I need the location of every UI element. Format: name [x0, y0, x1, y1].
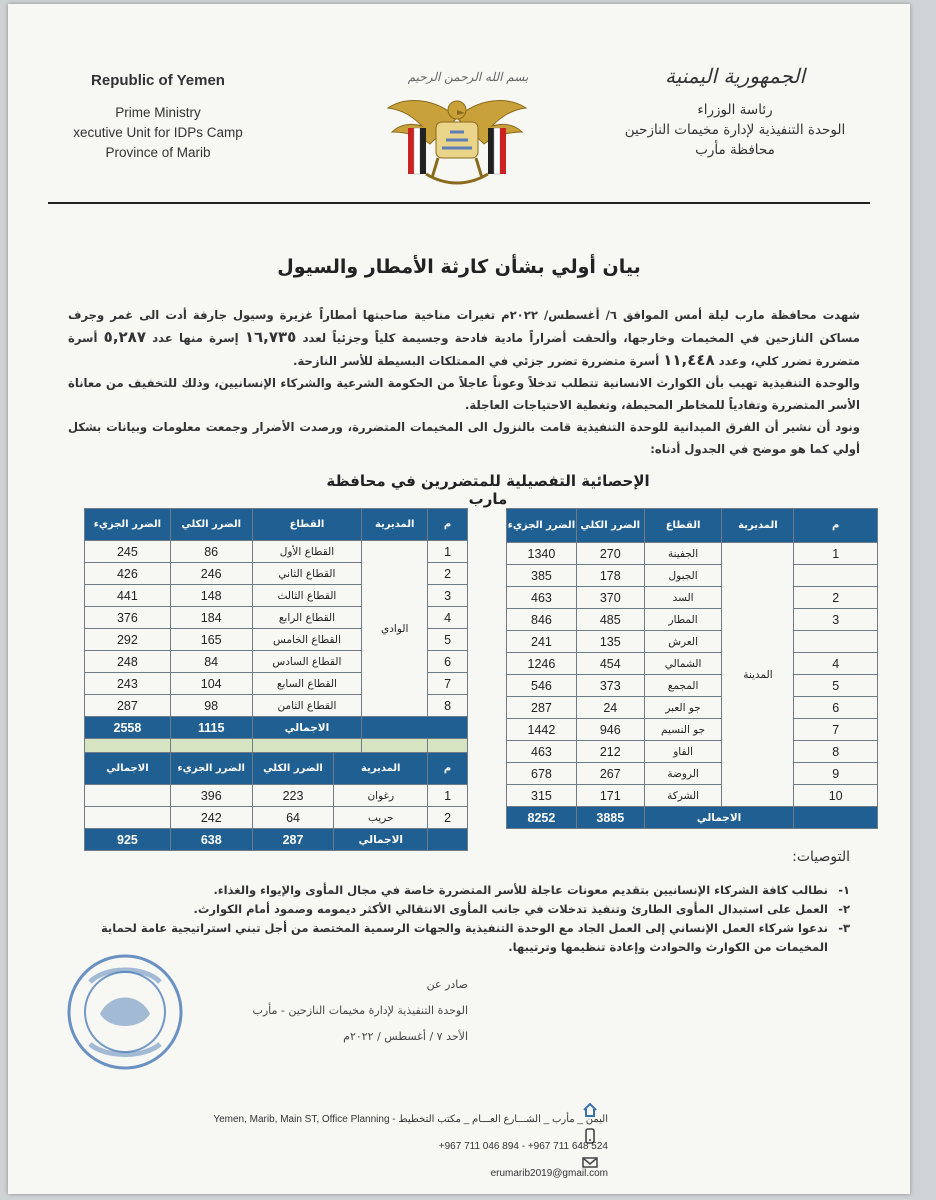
header-cell: م	[428, 509, 468, 541]
sector-cell: الروضة	[644, 763, 722, 785]
total-damage-cell: 98	[170, 695, 252, 717]
footer-address-ar: اليمن _ مأرب _ الشـــارع العـــام _ مكتب التخطيط	[398, 1114, 608, 1125]
partial-damage-cell: 243	[85, 673, 171, 695]
table-row	[507, 653, 878, 675]
total-damage-cell: 64	[252, 807, 334, 829]
header-cell: الضرر الكلي	[576, 509, 644, 543]
sector-cell: القطاع الثالث	[252, 585, 362, 607]
total-damage-cell: 135	[576, 631, 644, 653]
sector-cell: القطاع الثامن	[252, 695, 362, 717]
row-number: 2	[428, 563, 468, 585]
sector-cell: القطاع السابع	[252, 673, 362, 695]
header-cell: الضرر الكلي	[170, 509, 252, 541]
paragraph-1	[68, 304, 860, 372]
row-number: 10	[794, 785, 878, 807]
footer-email: erumarib2019@gmail.com	[490, 1168, 608, 1179]
paragraph-1-text-d: أسرة متضررة تضرر جزئي في الممتلكات البسيطة للأسر النازحة.	[293, 354, 660, 368]
recommendation-text: ندعوا شركاء العمل الإنساني إلى العمل الجاد مع الوحدة التنفيذية والجهات الرسمية المختصة من أجل تبني استراتيجية عامة لحماية المخيمات من الكوارث والحوادث وإعادة تنظيمها وترتيبها.	[100, 921, 828, 954]
sector-cell: العرش	[644, 631, 722, 653]
paragraph-1-text-b: إسرة منها عدد	[152, 331, 239, 345]
sector-cell: القطاع الرابع	[252, 607, 362, 629]
header-cell: م	[794, 509, 878, 543]
sector-cell: القطاع الخامس	[252, 629, 362, 651]
signature-block	[218, 972, 468, 1050]
total-damage-cell: 104	[170, 673, 252, 695]
partial-damage-cell: 242	[170, 807, 252, 829]
yemen-eagle-emblem-icon	[386, 88, 528, 188]
partial-damage-cell: 1340	[507, 543, 577, 565]
recommendations-heading: التوصيات:	[792, 849, 850, 865]
recommendation-number: ٢-	[838, 902, 850, 916]
total-damage-cell: 165	[170, 629, 252, 651]
total-damage-cell: 270	[576, 543, 644, 565]
sector-cell: القطاع الثاني	[252, 563, 362, 585]
total-row	[507, 807, 878, 829]
table-row	[507, 697, 878, 719]
paragraph-1-text-c: أسرة متضررة تضرر كلي، وعدد	[68, 331, 860, 368]
header-cell: الضرر الجزيء	[507, 509, 577, 543]
table-row	[507, 763, 878, 785]
total-spacer	[362, 717, 468, 739]
footer-phones: +967 711 046 894 - +967 711 648 524	[438, 1141, 608, 1152]
partial-damage-cell: 292	[85, 629, 171, 651]
header-ar-ministry: رئاسة الوزراء	[697, 102, 773, 118]
paragraph-2: والوحدة التنفيذية تهيب بأن الكوارث الانسانية تتطلب تدخلاً وعوناً عاجلاً من الحكومة الشرعية والشركاء الإنسانيين، وذلك للتخفيف من معاناة الأسر المتضررة وتفادياً للمخاطر المحيطة، وتغطية الاحتياجات العاجلة.	[68, 376, 860, 412]
partial-damage-cell: 463	[507, 741, 577, 763]
table-row	[85, 807, 468, 829]
row-number: 8	[794, 741, 878, 763]
total-damage-cell: 246	[170, 563, 252, 585]
row-number: 3	[428, 585, 468, 607]
row-number: 7	[794, 719, 878, 741]
total-damage-cell: 373	[576, 675, 644, 697]
header-cell: المديرية	[334, 753, 428, 785]
total-damage-cell: 267	[576, 763, 644, 785]
row-number: 4	[794, 653, 878, 675]
header-cell: م	[428, 753, 468, 785]
city-damage-table	[506, 508, 878, 829]
table-row	[507, 719, 878, 741]
total-damage-cell: 454	[576, 653, 644, 675]
recommendations	[78, 848, 850, 957]
paragraph-1-text: شهدت محافظة مارب ليلة أمس الموافق ٦/ أغسطس/ ٢٠٢٢م تغيرات مناخية صاحبتها أمطاراً غزيرة وسيول جارفة أدت الى غمر وجرف مساكن النازحين في المخيمات وخارجها، وألحقت أضراراً مادية فادحة وجسيمة كلياً وجزئياً لعدد	[68, 308, 860, 345]
row-number: 9	[794, 763, 878, 785]
partial-damage-cell: 1442	[507, 719, 577, 741]
paragraph-3: ونود أن نشير أن الفرق الميدانية للوحدة التنفيذية قامت بالنزول الى المخيمات المتضررة، ورصدت الأضرار وجمعت معلومات وبيانات بشكل أولي كما هو موضح في الجدول أدناه:	[68, 420, 860, 456]
recommendation-item	[78, 900, 850, 919]
total-row	[85, 717, 468, 739]
sector-cell: المطار	[644, 609, 722, 631]
row-number: 8	[428, 695, 468, 717]
partial-damage-cell: 441	[85, 585, 171, 607]
total-damage-sum: 3885	[576, 807, 644, 829]
official-stamp-icon	[60, 952, 190, 1072]
sector-cell: جو النسيم	[644, 719, 722, 741]
row-number: 6	[794, 697, 878, 719]
partial-damage-cell: 396	[170, 785, 252, 807]
partial-damage-cell: 315	[507, 785, 577, 807]
sector-cell: السد	[644, 587, 722, 609]
families-full-damage: ٥,٢٨٧	[103, 328, 146, 346]
signature-date: الأحد ٧ / أغسطس / ٢٠٢٢م	[343, 1030, 468, 1043]
footer-address	[108, 1106, 608, 1133]
header-en-ministry: Prime Ministry	[115, 105, 201, 120]
recommendation-item	[78, 881, 850, 900]
row-number: 5	[794, 675, 878, 697]
partial-damage-cell: 245	[85, 541, 171, 563]
total-label: الاجمالي	[334, 829, 428, 851]
districts-table-body	[85, 785, 468, 851]
partial-damage-cell: 846	[507, 609, 577, 631]
total-damage-cell: 485	[576, 609, 644, 631]
partial-damage-cell: 426	[85, 563, 171, 585]
partial-damage-sum: 638	[170, 829, 252, 851]
sector-cell: الشمالي	[644, 653, 722, 675]
header-ar-unit: الوحدة التنفيذية لإدارة مخيمات النازحين	[624, 122, 846, 138]
district-cell: الوادي	[362, 541, 428, 717]
total-damage-sum: 287	[252, 829, 334, 851]
total-damage-cell: 946	[576, 719, 644, 741]
header-cell: المديرية	[722, 509, 794, 543]
header-divider	[48, 202, 870, 204]
row-number: 1	[428, 785, 468, 807]
sector-cell: الجفينة	[644, 543, 722, 565]
partial-damage-cell: 287	[507, 697, 577, 719]
header-cell: الاجمالي	[85, 753, 171, 785]
row-number	[794, 565, 878, 587]
letterhead-arabic	[620, 64, 850, 160]
table-row	[507, 631, 878, 653]
table-row	[507, 587, 878, 609]
district-cell: المدينة	[722, 543, 794, 807]
sector-cell: جو العبر	[644, 697, 722, 719]
partial-damage-cell: 546	[507, 675, 577, 697]
wadi-damage-table	[84, 508, 468, 761]
header-cell: المديرية	[362, 509, 428, 541]
table-row	[507, 785, 878, 807]
partial-damage-cell: 241	[507, 631, 577, 653]
header-cell: الضرر الجزيء	[170, 753, 252, 785]
table-row	[507, 565, 878, 587]
row-number: 1	[794, 543, 878, 565]
total-label: الاجمالي	[644, 807, 794, 829]
total-damage-cell: 212	[576, 741, 644, 763]
row-number: 2	[794, 587, 878, 609]
total-damage-cell: 178	[576, 565, 644, 587]
header-en-unit: xecutive Unit for IDPs Camp	[73, 125, 243, 140]
header-cell: الضرر الجزيء	[85, 509, 171, 541]
header-ar-country: الجمهورية اليمنية	[664, 64, 806, 88]
row-number: 3	[794, 609, 878, 631]
row-number: 1	[428, 541, 468, 563]
row-number: 7	[428, 673, 468, 695]
total-damage-cell: 184	[170, 607, 252, 629]
table-row	[507, 675, 878, 697]
basmala: بسم الله الرحمن الرحيم	[407, 70, 529, 84]
signature-issued-by: صادر عن	[426, 978, 468, 991]
partial-damage-cell: 385	[507, 565, 577, 587]
total-label: الاجمالي	[252, 717, 362, 739]
districts-damage-table	[84, 752, 468, 851]
total-damage-sum: 1115	[170, 717, 252, 739]
statement-body	[68, 304, 860, 460]
table-row	[507, 543, 878, 565]
signature-unit: الوحدة التنفيذية لإدارة مخيمات النازحين - مأرب	[252, 1004, 468, 1017]
recommendation-item	[78, 919, 850, 957]
table-row	[85, 541, 468, 563]
sector-cell: الشركة	[644, 785, 722, 807]
row-number: 6	[428, 651, 468, 673]
sector-cell: الفاو	[644, 741, 722, 763]
total-damage-cell: 84	[170, 651, 252, 673]
table-row	[507, 741, 878, 763]
document-page	[8, 4, 910, 1194]
total-damage-cell: 171	[576, 785, 644, 807]
table-title: الإحصائية التفصيلية للمتضررين في محافظة مارب	[326, 472, 650, 508]
header-en-country: Republic of Yemen	[91, 72, 225, 89]
partial-damage-sum: 8252	[507, 807, 577, 829]
partial-damage-cell: 248	[85, 651, 171, 673]
total-spacer	[794, 807, 878, 829]
recommendation-number: ٣-	[838, 921, 850, 935]
header-en-province: Province of Marib	[105, 145, 211, 160]
sum-cell	[85, 807, 171, 829]
partial-damage-cell: 463	[507, 587, 577, 609]
total-damage-cell: 24	[576, 697, 644, 719]
footer-contacts	[108, 1106, 608, 1187]
sector-cell: القطاع الأول	[252, 541, 362, 563]
sector-cell: الجبول	[644, 565, 722, 587]
recommendation-text: العمل على استبدال المأوى الطارئ وتنفيذ تدخلات في جانب المأوى الانتقالي الأكثر ديمومه وصمود أمام الكوارث.	[193, 902, 828, 916]
partial-damage-cell: 1246	[507, 653, 577, 675]
total-damage-cell: 148	[170, 585, 252, 607]
partial-damage-cell: 287	[85, 695, 171, 717]
partial-damage-sum: 2558	[85, 717, 171, 739]
row-number: 5	[428, 629, 468, 651]
table-row	[507, 609, 878, 631]
partial-damage-cell: 678	[507, 763, 577, 785]
grand-total-sum: 925	[85, 829, 171, 851]
total-damage-cell: 223	[252, 785, 334, 807]
district-cell: رغوان	[334, 785, 428, 807]
document-title: بيان أولي بشأن كارثة الأمطار والسيول	[277, 256, 641, 278]
letterhead-english	[58, 72, 258, 163]
wadi-table-body	[85, 541, 468, 761]
recommendation-number: ١-	[838, 883, 850, 897]
header-ar-province: محافظة مأرب	[695, 142, 775, 158]
header-cell: القطاع	[644, 509, 722, 543]
district-cell: حريب	[334, 807, 428, 829]
city-table-body	[507, 543, 878, 829]
table-row	[85, 785, 468, 807]
families-partial-damage: ١١,٤٤٨	[663, 351, 715, 369]
total-damage-cell: 86	[170, 541, 252, 563]
sector-cell: المجمع	[644, 675, 722, 697]
footer-address-en: Yemen, Marib, Main ST, Office Planning -	[213, 1114, 396, 1125]
partial-damage-cell: 376	[85, 607, 171, 629]
header-cell: القطاع	[252, 509, 362, 541]
recommendation-text: نطالب كافة الشركاء الإنسانيين بتقديم معونات عاجلة للأسر المتضررة خاصة في مجال المأوى والإيواء والغذاء.	[213, 883, 828, 897]
sum-cell	[85, 785, 171, 807]
row-number: 2	[428, 807, 468, 829]
total-damage-cell: 370	[576, 587, 644, 609]
sector-cell: القطاع السادس	[252, 651, 362, 673]
families-total: ١٦,٧٣٥	[244, 328, 297, 346]
row-number: 4	[428, 607, 468, 629]
header-cell: الضرر الكلي	[252, 753, 334, 785]
row-number	[794, 631, 878, 653]
